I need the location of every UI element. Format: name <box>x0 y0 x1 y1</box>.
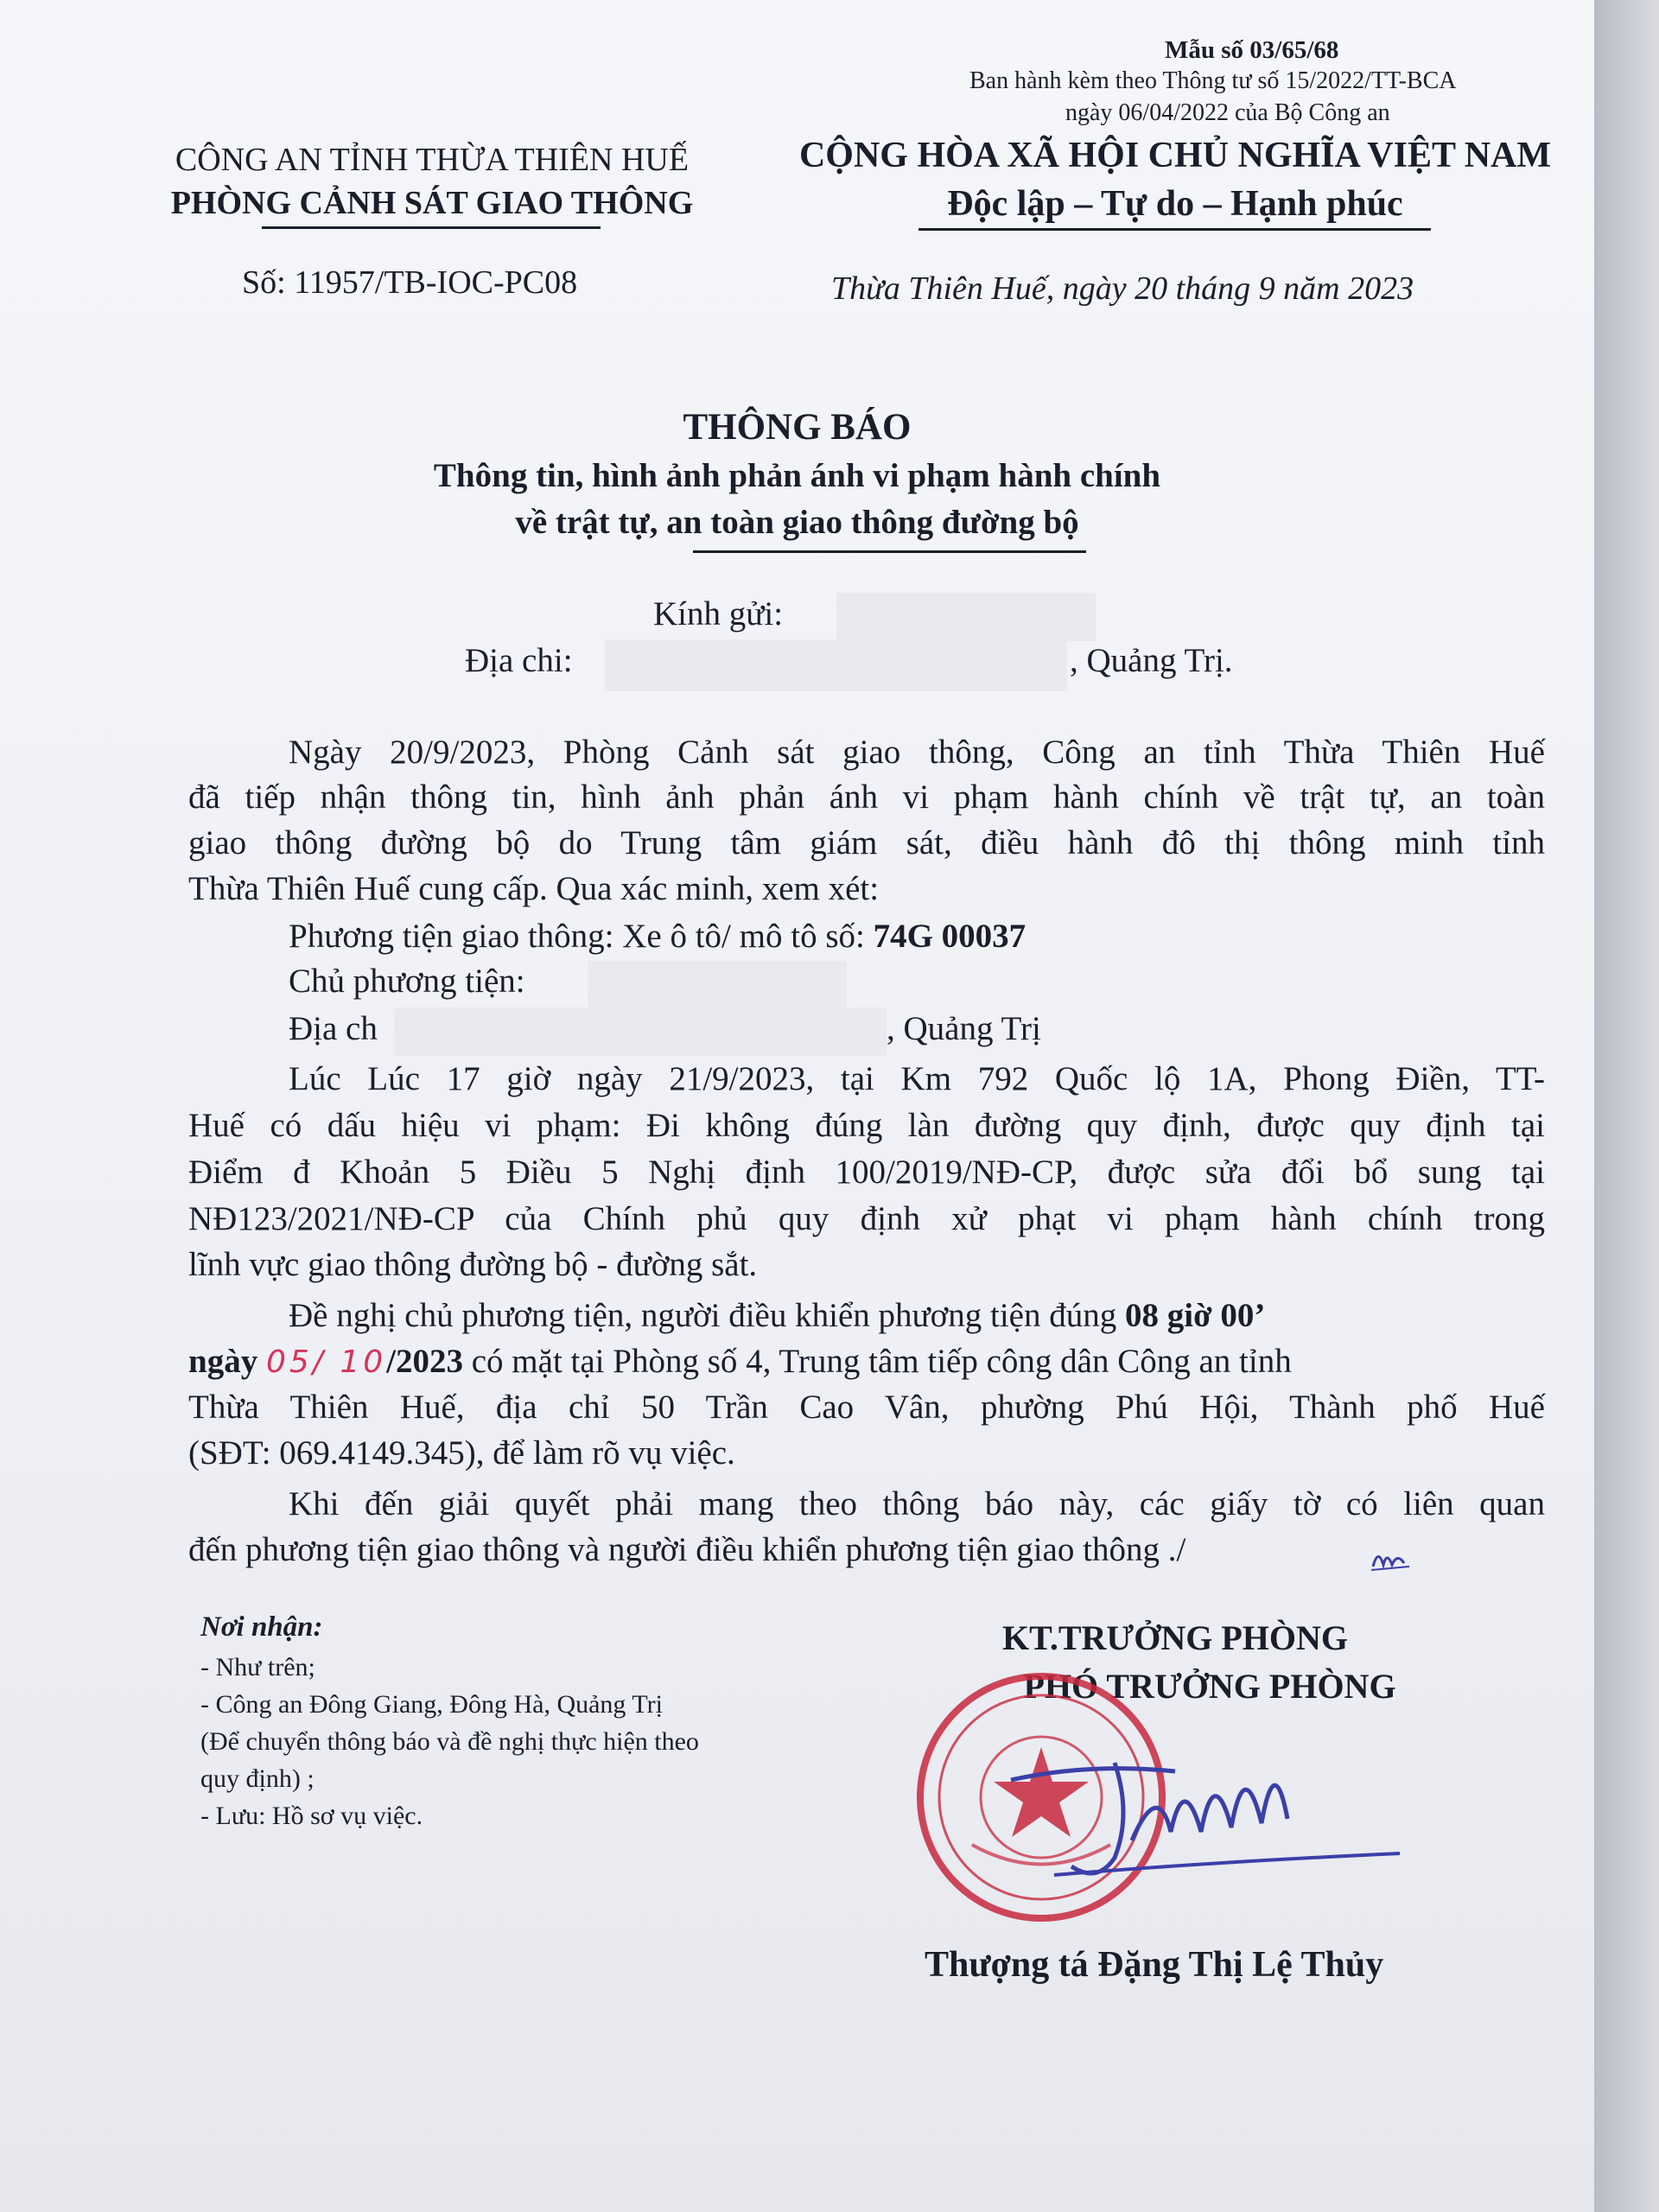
recipient-item: - Lưu: Hồ sơ vụ việc. <box>200 1802 423 1830</box>
appointment-day-handwritten: 05/ 10 <box>265 1344 387 1380</box>
vehicle-line <box>289 917 1645 956</box>
appointment-date-line <box>188 1342 1545 1381</box>
vehicle-label: Phương tiện giao thông: Xe ô tô/ mô tô số: <box>289 918 874 955</box>
signer-name: Thượng tá Đặng Thị Lệ Thủy <box>925 1945 1384 1985</box>
address-tail: , Quảng Trị. <box>1070 642 1233 679</box>
document-date: Thừa Thiên Huế, ngày 20 tháng 9 năm 2023 <box>831 270 1414 307</box>
owner-address-label: Địa ch <box>289 1010 378 1047</box>
subtitle-line-1: Thông tin, hình ảnh phản ánh vi phạm hành chính <box>433 457 1161 494</box>
body-line: Lúc Lúc 17 giờ ngày 21/9/2023, tại Km 792 Quốc lộ 1A, Phong Điền, TT- <box>289 1060 1545 1097</box>
recipients-title: Nơi nhận: <box>200 1611 323 1643</box>
signature-title-2: PHÓ TRƯỞNG PHÒNG <box>1023 1667 1396 1706</box>
redacted-address <box>605 639 1067 691</box>
agency-line-1: CÔNG AN TỈNH THỪA THIÊN HUẾ <box>175 142 690 178</box>
body-line: (SĐT: 069.4149.345), để làm rõ vụ việc. <box>188 1434 735 1471</box>
owner-line <box>289 962 1645 1001</box>
document-number: Số: 11957/TB-IOC-PC08 <box>242 264 578 301</box>
body-line: lĩnh vực giao thông đường bộ - đường sắt. <box>188 1246 758 1283</box>
nation-header <box>765 131 1586 228</box>
body-line: Huế có dấu hiệu vi phạm: Đi không đúng làn đường quy định, được quy định tại <box>188 1107 1545 1144</box>
subtitle-underline <box>693 550 1086 553</box>
address-label: Địa chi: <box>465 642 573 679</box>
recipients-block <box>200 1611 699 1834</box>
recipient-item: quy định) ; <box>200 1764 315 1793</box>
form-number: Mẫu số 03/65/68 <box>1165 36 1339 64</box>
nation-underline <box>918 228 1431 231</box>
agency-header <box>121 138 743 225</box>
body-line: Ngày 20/9/2023, Phòng Cảnh sát giao thông, Công an tỉnh Thừa Thiên Huế <box>289 734 1545 771</box>
redacted-owner <box>588 961 847 1009</box>
form-ref-line-2: ngày 06/04/2022 của Bộ Công an <box>1065 99 1390 126</box>
body-line: giao thông đường bộ do Trung tâm giám sát, điều hành đô thị thông minh tỉnh <box>188 824 1545 861</box>
body-line: đã tiếp nhận thông tin, hình ảnh phản ánh vi phạm hành chính về trật tự, an toàn <box>188 779 1545 816</box>
redacted-name <box>836 593 1096 641</box>
subtitle-line-2: về trật tự, an toàn giao thông đường bộ <box>515 504 1079 541</box>
owner-label: Chủ phương tiện: <box>289 963 525 1000</box>
body-line: Điểm đ Khoản 5 Điều 5 Nghị định 100/2019/NĐ-CP, được sửa đổi bổ sung tại <box>188 1154 1545 1191</box>
redacted-owner-address <box>394 1007 887 1056</box>
body-line: NĐ123/2021/NĐ-CP của Chính phủ quy định xử phạt vi phạm hành chính trong <box>188 1200 1545 1237</box>
body-line: Khi đến giải quyết phải mang theo thông báo này, các giấy tờ có liên quan <box>289 1485 1545 1522</box>
addressee-label: Kính gửi: <box>653 595 784 632</box>
appointment-line <box>289 1296 1645 1335</box>
recipient-item: (Để chuyển thông báo và đề nghị thực hiện theo <box>200 1727 699 1756</box>
agency-line-2: PHÒNG CẢNH SÁT GIAO THÔNG <box>170 185 694 221</box>
initials-mark <box>1370 1541 1413 1575</box>
appointment-text: Đề nghị chủ phương tiện, người điều khiển phương tiện đúng <box>289 1297 1125 1334</box>
nation-line-2: Độc lập – Tự do – Hạnh phúc <box>947 184 1403 224</box>
appointment-time: 08 giờ 00’ <box>1125 1297 1266 1334</box>
paper-edge <box>1594 0 1659 2212</box>
appointment-location: có mặt tại Phòng số 4, Trung tâm tiếp công dân Công an tỉnh <box>463 1343 1292 1380</box>
body-line: Thừa Thiên Huế cung cấp. Qua xác minh, xem xét: <box>188 870 880 907</box>
appointment-year: /2023 <box>386 1343 463 1380</box>
document-title: THÔNG BÁO <box>683 407 912 448</box>
body-line: Thừa Thiên Huế, địa chỉ 50 Trần Cao Vân, phường Phú Hội, Thành phố Huế <box>188 1389 1545 1426</box>
signature <box>985 1745 1417 1892</box>
recipient-item: - Như trên; <box>200 1653 315 1681</box>
form-ref-line-1: Ban hành kèm theo Thông tư số 15/2022/TT-BCA <box>969 67 1457 94</box>
owner-address-tail: , Quảng Trị <box>887 1010 1041 1047</box>
recipient-item: - Công an Đông Giang, Đông Hà, Quảng Trị <box>200 1690 663 1719</box>
vehicle-plate: 74G 00037 <box>873 918 1027 955</box>
signature-title-1: KT.TRƯỞNG PHÒNG <box>1002 1618 1348 1657</box>
appointment-day-label: ngày <box>188 1343 266 1380</box>
nation-line-1: CỘNG HÒA XÃ HỘI CHỦ NGHĨA VIỆT NAM <box>798 136 1552 175</box>
agency-underline <box>262 226 601 229</box>
body-line: đến phương tiện giao thông và người điều khiển phương tiện giao thông ./ <box>188 1531 1186 1568</box>
